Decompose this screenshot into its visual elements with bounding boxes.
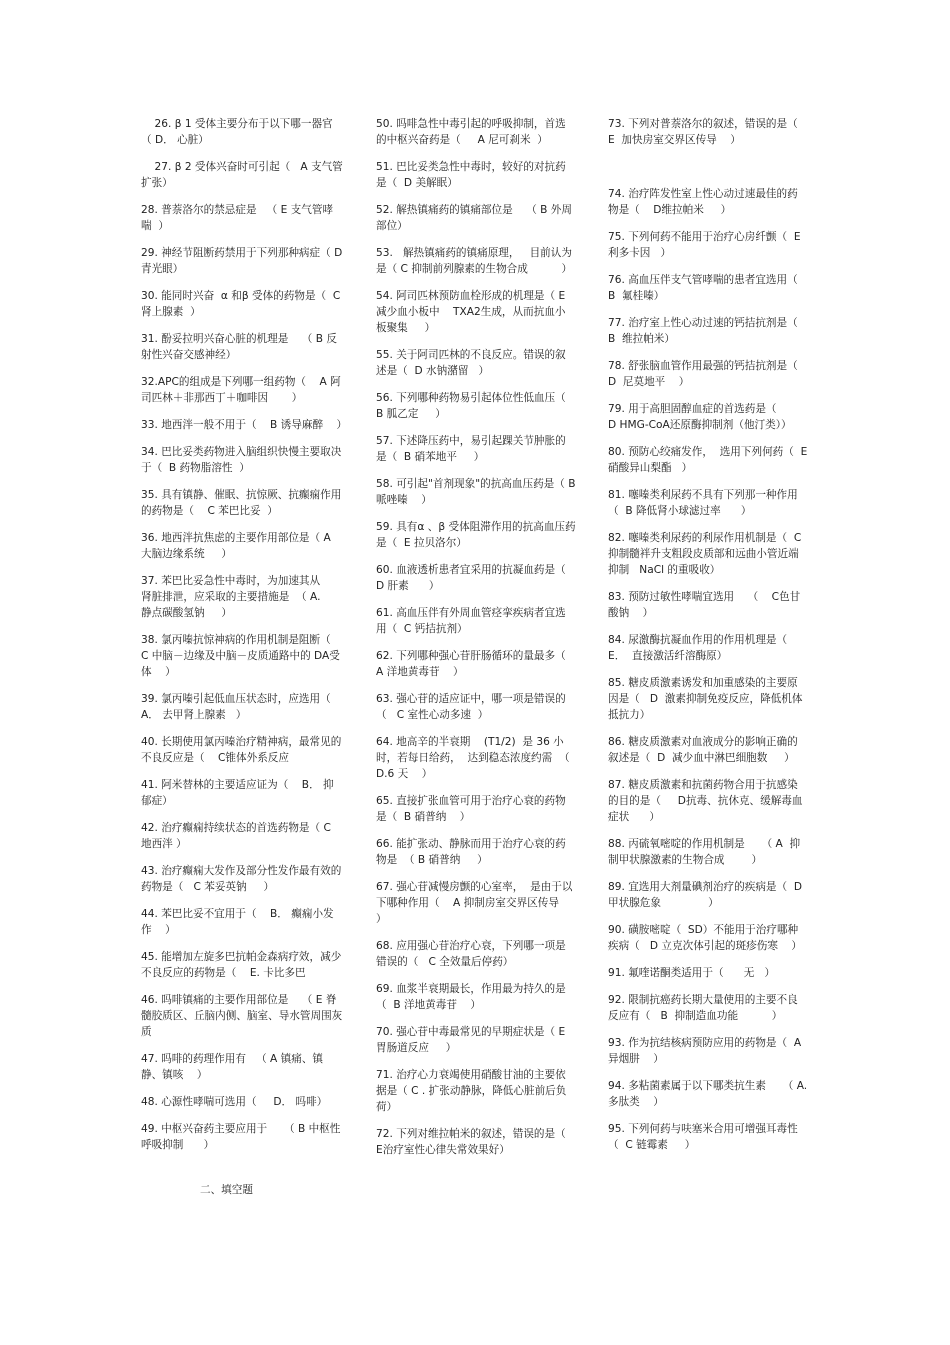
question-52: 52. 解热镇痛药的镇痛部位是 （ B 外周部位） <box>376 204 572 232</box>
question-65: 65. 直接扩张血管可用于治疗心衰的药物是（ B 硝普纳 ） <box>376 795 566 823</box>
question-92: 92. 限制抗癌药长期大量使用的主要不良反应有（ B 抑制造血功能 ） <box>608 994 798 1022</box>
question-31: 31. 酚妥拉明兴奋心脏的机理是 （ B 反射性兴奋交感神经） <box>141 333 337 361</box>
question-76: 76. 高血压伴支气管哮喘的患者宜选用（ B 氟桂嗪） <box>608 274 805 302</box>
question-95: 95. 下列何药与呋塞米合用可增强耳毒性（ C 链霉素 ） <box>608 1123 798 1151</box>
question-73: 73. 下列对普萘洛尔的叙述，错误的是（ E 加快房室交界区传导 ） <box>608 118 805 146</box>
question-26: 26. β 1 受体主要分布于以下哪一器官（ D． 心脏） <box>141 118 333 146</box>
question-27: 27. β 2 受体兴奋时可引起（ A 支气管扩张） <box>141 161 343 189</box>
question-84: 84. 尿激酶抗凝血作用的作用机理是（ E． 直接激活纤溶酶原） <box>608 634 794 662</box>
question-49: 49. 中枢兴奋药主要应用于 （ B 中枢性呼吸抑制 ） <box>141 1123 341 1151</box>
question-28: 28. 普萘洛尔的禁忌症是 （ E 支气管哮喘 ） <box>141 204 334 232</box>
question-71: 71. 治疗心力衰竭使用硝酸甘油的主要依据是（ C . 扩张动静脉，降低心脏前后负荷） <box>376 1069 567 1113</box>
question-75: 75. 下列何药不能用于治疗心房纤颤（ E 利多卡因 ） <box>608 231 804 259</box>
question-82: 82. 噻嗪类利尿药的利尿作用机制是（ C 抑制髓袢升支粗段皮质部和远曲小管近端抑制 NaCl 的重吸收） <box>608 532 805 576</box>
question-86: 86. 糖皮质激素对血液成分的影响正确的叙述是（ D 减少血中淋巴细胞数 ） <box>608 736 798 764</box>
question-42: 42. 治疗癫痫持续状态的首选药物是（ C 地西泮 ） <box>141 822 335 850</box>
question-88: 88. 丙硫氧嘧啶的作用机制是 （ A 抑制甲状腺激素的生物合成 ） <box>608 838 801 866</box>
question-56: 56. 下列哪种药物易引起体位性低血压（ B 胍乙定 ） <box>376 392 570 420</box>
question-37: 37. 苯巴比妥急性中毒时，为加速其从 肾脏排泄，应采取的主要措施是 （ A. 静点碳酸氢钠 ） <box>141 575 341 619</box>
question-47: 47. 吗啡的药理作用有 （ A 镇痛、镇静、镇咳 ） <box>141 1053 324 1081</box>
question-87: 87. 糖皮质激素和抗菌药物合用于抗感染的目的是（ D抗毒、抗休克、缓解毒血症状 ） <box>608 779 803 823</box>
question-89: 89. 宜选用大剂量碘剂治疗的疾病是（ D 甲状腺危象 ） <box>608 881 809 909</box>
question-94: 94. 多粘菌素属于以下哪类抗生素 （ A. 多肽类 ） <box>608 1080 811 1108</box>
question-column-3 <box>608 116 811 1153</box>
question-72: 72. 下列对维拉帕米的叙述，错误的是（ E治疗室性心律失常效果好） <box>376 1128 573 1156</box>
question-85: 85. 糖皮质激素诱发和加重感染的主要原因是（ D 激素抑制免疫反应，降低机体抵抗力） <box>608 677 803 721</box>
question-62: 62. 下列哪种强心苷肝肠循环的量最多（ A 洋地黄毒苷 ） <box>376 650 573 678</box>
question-70: 70. 强心苷中毒最常见的早期症状是（ E 胃肠道反应 ） <box>376 1026 569 1054</box>
question-61: 61. 高血压伴有外周血管痉挛疾病者宜选用（ C 钙拮抗剂） <box>376 607 566 635</box>
question-36: 36. 地西泮抗焦虑的主要作用部位是（ A 大脑边缘系统 ） <box>141 532 335 560</box>
question-40: 40. 长期使用氯丙嗪治疗精神病，最常见的不良反应是（ C锥体外系反应 <box>141 736 342 764</box>
question-column-1 <box>141 116 348 1153</box>
question-30: 30. 能同时兴奋 α 和β 受体的药物是（ C肾上腺素 ） <box>141 290 341 318</box>
question-53: 53. 解热镇痛药的镇痛原理， 目前认为是（ C 抑制前列腺素的生物合成 ） <box>376 247 573 275</box>
question-58: 58. 可引起"首剂现象"的抗高血压药是（ B 哌唑嗪 ） <box>376 478 579 506</box>
section-heading-fill-in: 二、填空题 <box>200 1184 253 1196</box>
question-79: 79. 用于高胆固醇血症的首选药是（ D HMG-CoA还原酶抑制剂（他汀类）） <box>608 403 801 431</box>
question-54: 54. 阿司匹林预防血栓形成的机理是（ E 减少血小板中 TXA2生成，从而抗血小板聚集 ） <box>376 290 569 334</box>
question-46: 46. 吗啡镇痛的主要作用部位是 （ E 脊髓胶质区、丘脑内侧、脑室、导水管周围灰质 <box>141 994 343 1038</box>
question-93: 93. 作为抗结核病预防应用的药物是（ A 异烟肼 ） <box>608 1037 808 1065</box>
question-39: 39. 氯丙嗪引起低血压状态时，应选用（ A． 去甲肾上腺素 ） <box>141 693 338 721</box>
question-34: 34. 巴比妥类药物进入脑组织快慢主要取决于（ B 药物脂溶性 ） <box>141 446 342 474</box>
question-55: 55. 关于阿司匹林的不良反应。错误的叙述是（ D 水钠潴留 ） <box>376 349 566 377</box>
question-69: 69. 血浆半衰期最长，作用最为持久的是（ B 洋地黄毒苷 ） <box>376 983 566 1011</box>
question-91: 91. 氟喹诺酮类适用于（ 无 ） <box>608 967 776 979</box>
question-38: 38. 氯丙嗪抗惊神病的作用机制是阻断（ C 中脑－边缘及中脑－皮质通路中的 DA受体 ） <box>141 634 340 678</box>
question-67: 67. 强心苷减慢房颤的心室率， 是由于以下哪种作用（ A 抑制房室交界区传导 ） <box>376 881 573 925</box>
question-81: 81. 噻嗪类利尿药不具有下列那一种作用（ B 降低肾小球滤过率 ） <box>608 489 798 517</box>
question-51: 51. 巴比妥类急性中毒时，较好的对抗药是（ D 美解眠） <box>376 161 566 189</box>
question-57: 57. 下述降压药中，易引起踝关节肿胀的是（ B 硝苯地平 ） <box>376 435 566 463</box>
question-68: 68. 应用强心苷治疗心衰，下列哪一项是错误的（ C 全效量后停药） <box>376 940 566 968</box>
question-43: 43. 治疗癫痫大发作及部分性发作最有效的药物是（ C 苯妥英钠 ） <box>141 865 342 893</box>
question-78: 78. 舒张脑血管作用最强的钙拮抗剂是（ D 尼莫地平 ） <box>608 360 805 388</box>
question-33: 33. 地西泮一般不用于（ B 诱导麻醉 ） <box>141 419 348 431</box>
question-44: 44. 苯巴比妥不宜用于（ B． 癫痫小发作 ） <box>141 908 334 936</box>
question-50: 50. 吗啡急性中毒引起的呼吸抑制，首选的中枢兴奋药是（ A 尼可刹米 ） <box>376 118 566 146</box>
question-74: 74. 治疗阵发性室上性心动过速最佳的药物是（ D维拉帕米 ） <box>608 188 798 216</box>
question-80: 80. 预防心绞痛发作， 选用下列何药（ E 硝酸异山梨酯 ） <box>608 446 811 474</box>
question-32: 32.APC的组成是下列哪一组药物（ A 阿司匹林＋非那西丁＋咖啡因 ） <box>141 376 341 404</box>
question-29: 29. 神经节阻断药禁用于下列那种病症（ D 青光眼） <box>141 247 346 275</box>
question-83: 83. 预防过敏性哮喘宜选用 （ C色甘酸钠 ） <box>608 591 801 619</box>
question-column-2 <box>376 116 579 1158</box>
question-90: 90. 磺胺嘧啶（ SD）不能用于治疗哪种疾病（ D 立克次体引起的斑疹伤寒 ） <box>608 924 803 952</box>
question-35: 35. 具有镇静、催眠、抗惊厥、抗癫痫作用的药物是（ C 苯巴比妥 ） <box>141 489 342 517</box>
question-77: 77. 治疗室上性心动过速的钙拮抗剂是（ B 维拉帕米） <box>608 317 805 345</box>
question-45: 45. 能增加左旋多巴抗帕金森病疗效，减少不良反应的药物是（ E. 卡比多巴 <box>141 951 342 979</box>
question-60: 60. 血液透析患者宜采用的抗凝血药是（ D 肝素 ） <box>376 564 570 592</box>
question-48: 48. 心源性哮喘可选用（ D． 吗啡） <box>141 1096 328 1108</box>
question-63: 63. 强心苷的适应证中，哪一项是错误的（ C 室性心动多速 ） <box>376 693 566 721</box>
question-41: 41. 阿米替林的主要适应证为（ B． 抑郁症） <box>141 779 334 807</box>
question-64: 64. 地高辛的半衰期 (T1/2) 是 36 小时，若每日给药， 达到稳态浓度约需 （ D.6 天 ） <box>376 736 573 780</box>
question-66: 66. 能扩张动、静脉而用于治疗心衰的药物是 （ B 硝普纳 ） <box>376 838 566 866</box>
question-59: 59. 具有α 、β 受体阻滞作用的抗高血压药是（ E 拉贝洛尔） <box>376 521 576 549</box>
